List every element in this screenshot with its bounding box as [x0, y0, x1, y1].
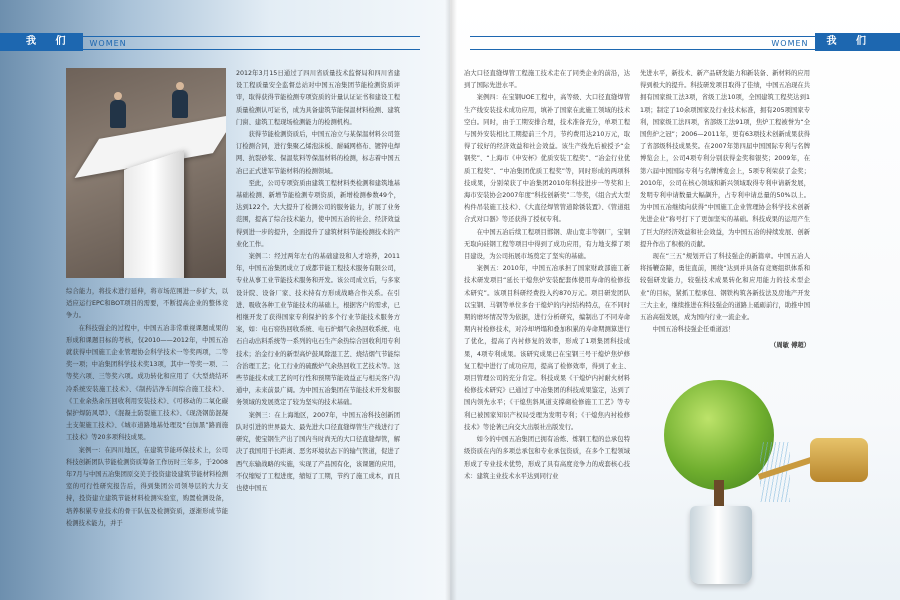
page-gutter	[445, 0, 457, 600]
person-head-icon	[114, 92, 122, 100]
paragraph: 案例二：经过两年左右的基础建设和人才培养，2011年，中国五冶集团成立了成都节能工程技术服务有限公司，专业从事工业节能技术服务和开发。该公司成立后，与多家设计院、设备厂家、技术持有方形成战略合作关系。在引进、吸收各种工业节能技术的基础上，根据客户的需求，已相继开发了获得国家专利保护的多个行业节能技术服务方案，如：电石窑热回收系统、电石炉烟气余热回收系统、电石自动出料系统等一系列的电石生产余热综合回收利用专利技术；治金行业的新型高炉鼓风除湿工艺、烧结烟气节能综合治理工艺；化工行业的硫酸炉气余热回收工艺技术等。这些节能技术或工艺的可行性和预期节能效益正与相关客户沟通中，未来前景广阔。为中国五冶集团在节能技术开发和服务领域的发展奠定了较为坚实的技术基础。	[236, 253, 400, 407]
paragraph: 冶大口径直缝焊管工程施工技术走在了同类企业的前沿，达到了国际先进水平。	[464, 70, 630, 90]
paragraph: 综合能力，将技术进行延伸，将市场范围进一步扩大，以适应运行EPC和BOT项目的需要，不断提高企业的整体竞争力。	[66, 288, 228, 320]
paragraph: 至此，公司专项资质由建筑工程材料类检测和建筑地基基础检测、新增节能检测专项资质，新增检测参数49个，达到122个。大大提升了检测公司的服务能力，扩展了业务范围，提高了综合技术能力，使中国五冶的社会、经济效益得到进一步的提升，全面提升了建筑材料节能检测技术的产业化工作。	[236, 179, 400, 248]
right-header-bar	[470, 36, 900, 50]
paragraph: 现在“三五”规划开启了科技强企的新篇章。中国五冶人将扬鞭奋蹄，勇往直前，围绕“达到并具备有竞赛组织体系和较强研发能力，较强技术成果转化和应用能力的技术型企业”的目标，紧抓工程承包、钢铁构筑各新技法及房地产开发三大主业，继续推进在科技强企的道路上砥砺前行，助推中国五冶高强发展，成为国内行业一流企业。	[640, 253, 811, 322]
paragraph: 如今的中国五冶集团已拥有冶炼、炼钢工程的总承包特级资质在内的多项总承包和专业承包资质，在多个工程领域形成了专业技术优势，形成了具有高度竞争力的成套核心技术：建筑主业技术水平达到同行业	[464, 436, 630, 480]
paragraph: 案例三：在上海地区，2007年，中国五冶科技创新团队对引进的世界最大、最先进大口径直缝焊管生产线进行了研究，使宝钢生产出了国内当时尚无的大口径直缝焊管，解决了我国用于长距离、恶劣环境状态下的输气管道，促进了西气东输战略的实施，实现了产品国有化，该课题的应用，不仅缩短了工程进度，缩短了工期，节约了施工成本，而且也使中国五	[236, 411, 400, 492]
right-header-line	[470, 36, 815, 50]
paragraph: 先进水平，新技术、新产品研发能力和新装备、新材料的应用得到极大的提升。科技研发项目取得了佳绩，中国五冶现在共拥有国家级工法3项，省级工法10项，全国建筑工程奖达到11项；制定了10余项国家及行业技术标准，拥有205项国家专利，国家级工法四项，省部级工法91项，焦炉工程被誉为“全国焦炉之冠”；2006—2011年，更有63项技术创新成果获得了省部级科技成果奖。在2007年第四届中国国际专利与名牌博览会上，公司4项专利分别获得金奖和银奖；2009年，在第六届中国国际专利与名牌博览会上，5项专利荣获了金奖；2010年，公司在核心领域和新兴领域取得专利申请新发展，发明专利申请数量大幅飙升，占专利申请总量的50%以上。为中国五冶继续向获得“中国施工企业管理协会科学技术创新先进企业”称号打下了更加坚实的基础。科技成果的运用产生了巨大的经济效益和社会效益，为中国五冶的持续发展、创新提升作出了积极的贡献。	[640, 70, 811, 248]
tree-trunk	[714, 480, 724, 508]
left-header-line	[83, 36, 420, 50]
watering-can-icon	[810, 438, 868, 482]
paragraph: 获得节能检测资质后，中国五冶立与某保温材料公司签订检测合同，进行集聚乙烯泡沫板、耐碱网格布、镀锌电焊网、抗裂砂浆、保温浆料等保温材料的检测，标志着中国五冶已正式进军节能材料的检测领域。	[236, 131, 400, 175]
paragraph: 案例一：在四川地区，在建筑节能环保技术上，公司科技创新团队节能检测资质筹备工作历时三年多，于2008年7月与中国五冶集团原交美于投资建设建筑节能材料检测室的可行性研究报告后，得到集团公司领导层的大力支持，投资建立建筑节能材料检测实验室，购置检测设备，培养积累专业技术的骨干队伍及检测资质，逐渐形成节能检测技术能力，并于	[66, 446, 228, 527]
left-section-en: WOMEN	[89, 38, 127, 48]
text-column-3	[464, 68, 630, 483]
money-tree-illustration	[660, 380, 880, 595]
paragraph: 2012年3月15日通过了四川省质量技术监督局和四川省建设工程质量安全监督总站对中国五冶集团节能检测资质评审，取得获得节能检测专项资质的计量认证证书和建设工程质量检测认可证书，成为具备建筑节能保温材料检测、建筑门窗、建筑工程现场检测能力的检测机构。	[236, 70, 400, 126]
author-byline: （周敏 傅超）	[770, 342, 810, 350]
white-bar	[124, 150, 184, 278]
right-section-tag: 我 们	[815, 33, 900, 51]
paragraph: 案例五：2010年，中国五冶承担了国家财政部施工新技术研发项目“延长干熄焦炉安装配套体使用寿命的检修技术研究”。该项目科研经费投入约870万元。项目研发团队以宝钢、马钢等单位多台干熄炉的内衬结构特点，在不同时期的磨坏情况等为依据，进行分析研究，编制出了不同寿命期内衬检修技术，对冷却坍塌和叠加积累的寿命期测算进行了优化，提高了内衬修复的效率，形成了1项集团科技成果，4项专利成果。该研究成果已在宝钢三号干熄炉焦炉修复工程中进行了成功应用，提高了检修效率，得到了业主、项目管理公司的充分肯定。科技成果《干熄炉内衬耐火材料检修技术研究》已通过了中冶集团的科技成果鉴定，达到了国内领先水平；《干熄焦斜风道支撑砌检修施工工艺》等专利已被国家知识产权局受理为发明专利；《干熄焦内衬检修技术》等论著已向交大出版社出版发行。	[464, 265, 630, 431]
right-section-en: WOMEN	[771, 38, 809, 48]
person-head-icon	[176, 82, 184, 90]
paragraph: 在科技强企的过程中，中国五冶非常重视课题成果的形成和课题目标的考核，仅2010——2012年，中国五冶就获得中国施工企业管理协会科学技术一等奖两项，二等奖一项；中冶集团科学技术奖13项，其中一等奖一项、二等奖六项、三等奖六项。成功转化和应用了《大型烧结环冷系统安装施工技术》、《制药洁净车间综合施工技术》、《工业余热余压回收利用安装技术》、《可移动的二氧化碳保护焊防风罩》、《混凝土防裂施工技术》、《现浇钢筋混凝土支架施工技术》、《城市道路地基处理及“白加黑”路面施工技术》等20多项科技成果。	[66, 324, 228, 442]
handshake-photo	[66, 68, 226, 278]
left-header-bar	[0, 36, 420, 50]
text-column-4	[640, 68, 810, 353]
closing-line: 中国五冶科技强企任重道远！	[652, 326, 735, 334]
text-column-2	[236, 68, 400, 495]
text-column-1	[66, 286, 228, 530]
paragraph: 在中国五冶后续工程项目邯钢、唐山宽丰等钢厂，宝钢无取向硅钢工程等项目中得到了成功应用，有力地支撑了项目建设，为公司拓展市场奠定了坚实的基础。	[464, 228, 630, 261]
paragraph: 案例四：在宝钢UOE工程中，高等级、大口径直缝焊管生产线安装技术成功应用，填补了国家在此施工领域的技术空白。同时，由于工期安排合理，技术准备充分，单项工程与国外安装相比工期提前三个月，节约费用达210万元，取得了较好的经济效益和社会效益。该生产线先后被授予“金钢奖”、“上海市《申安杯》优质安装工程奖”、“冶金行业优质工程奖”、“中冶集团优质工程奖”等，同时形成的两项科技成果，分别荣获了中冶集团2010年科技进步一等奖和上海市安装协会2007年度“科技创新奖”二等奖，《组合式大型构件吊装施工技术》、《大直径焊管管道除锈装置》、《管道组合式对口器》等还获得了授权专利。	[464, 94, 630, 224]
businessman-right-icon	[172, 90, 188, 118]
right-page	[450, 0, 900, 600]
businessman-left-icon	[110, 100, 126, 128]
left-section-tag: 我 们	[0, 33, 83, 51]
flower-pot-icon	[690, 506, 752, 584]
